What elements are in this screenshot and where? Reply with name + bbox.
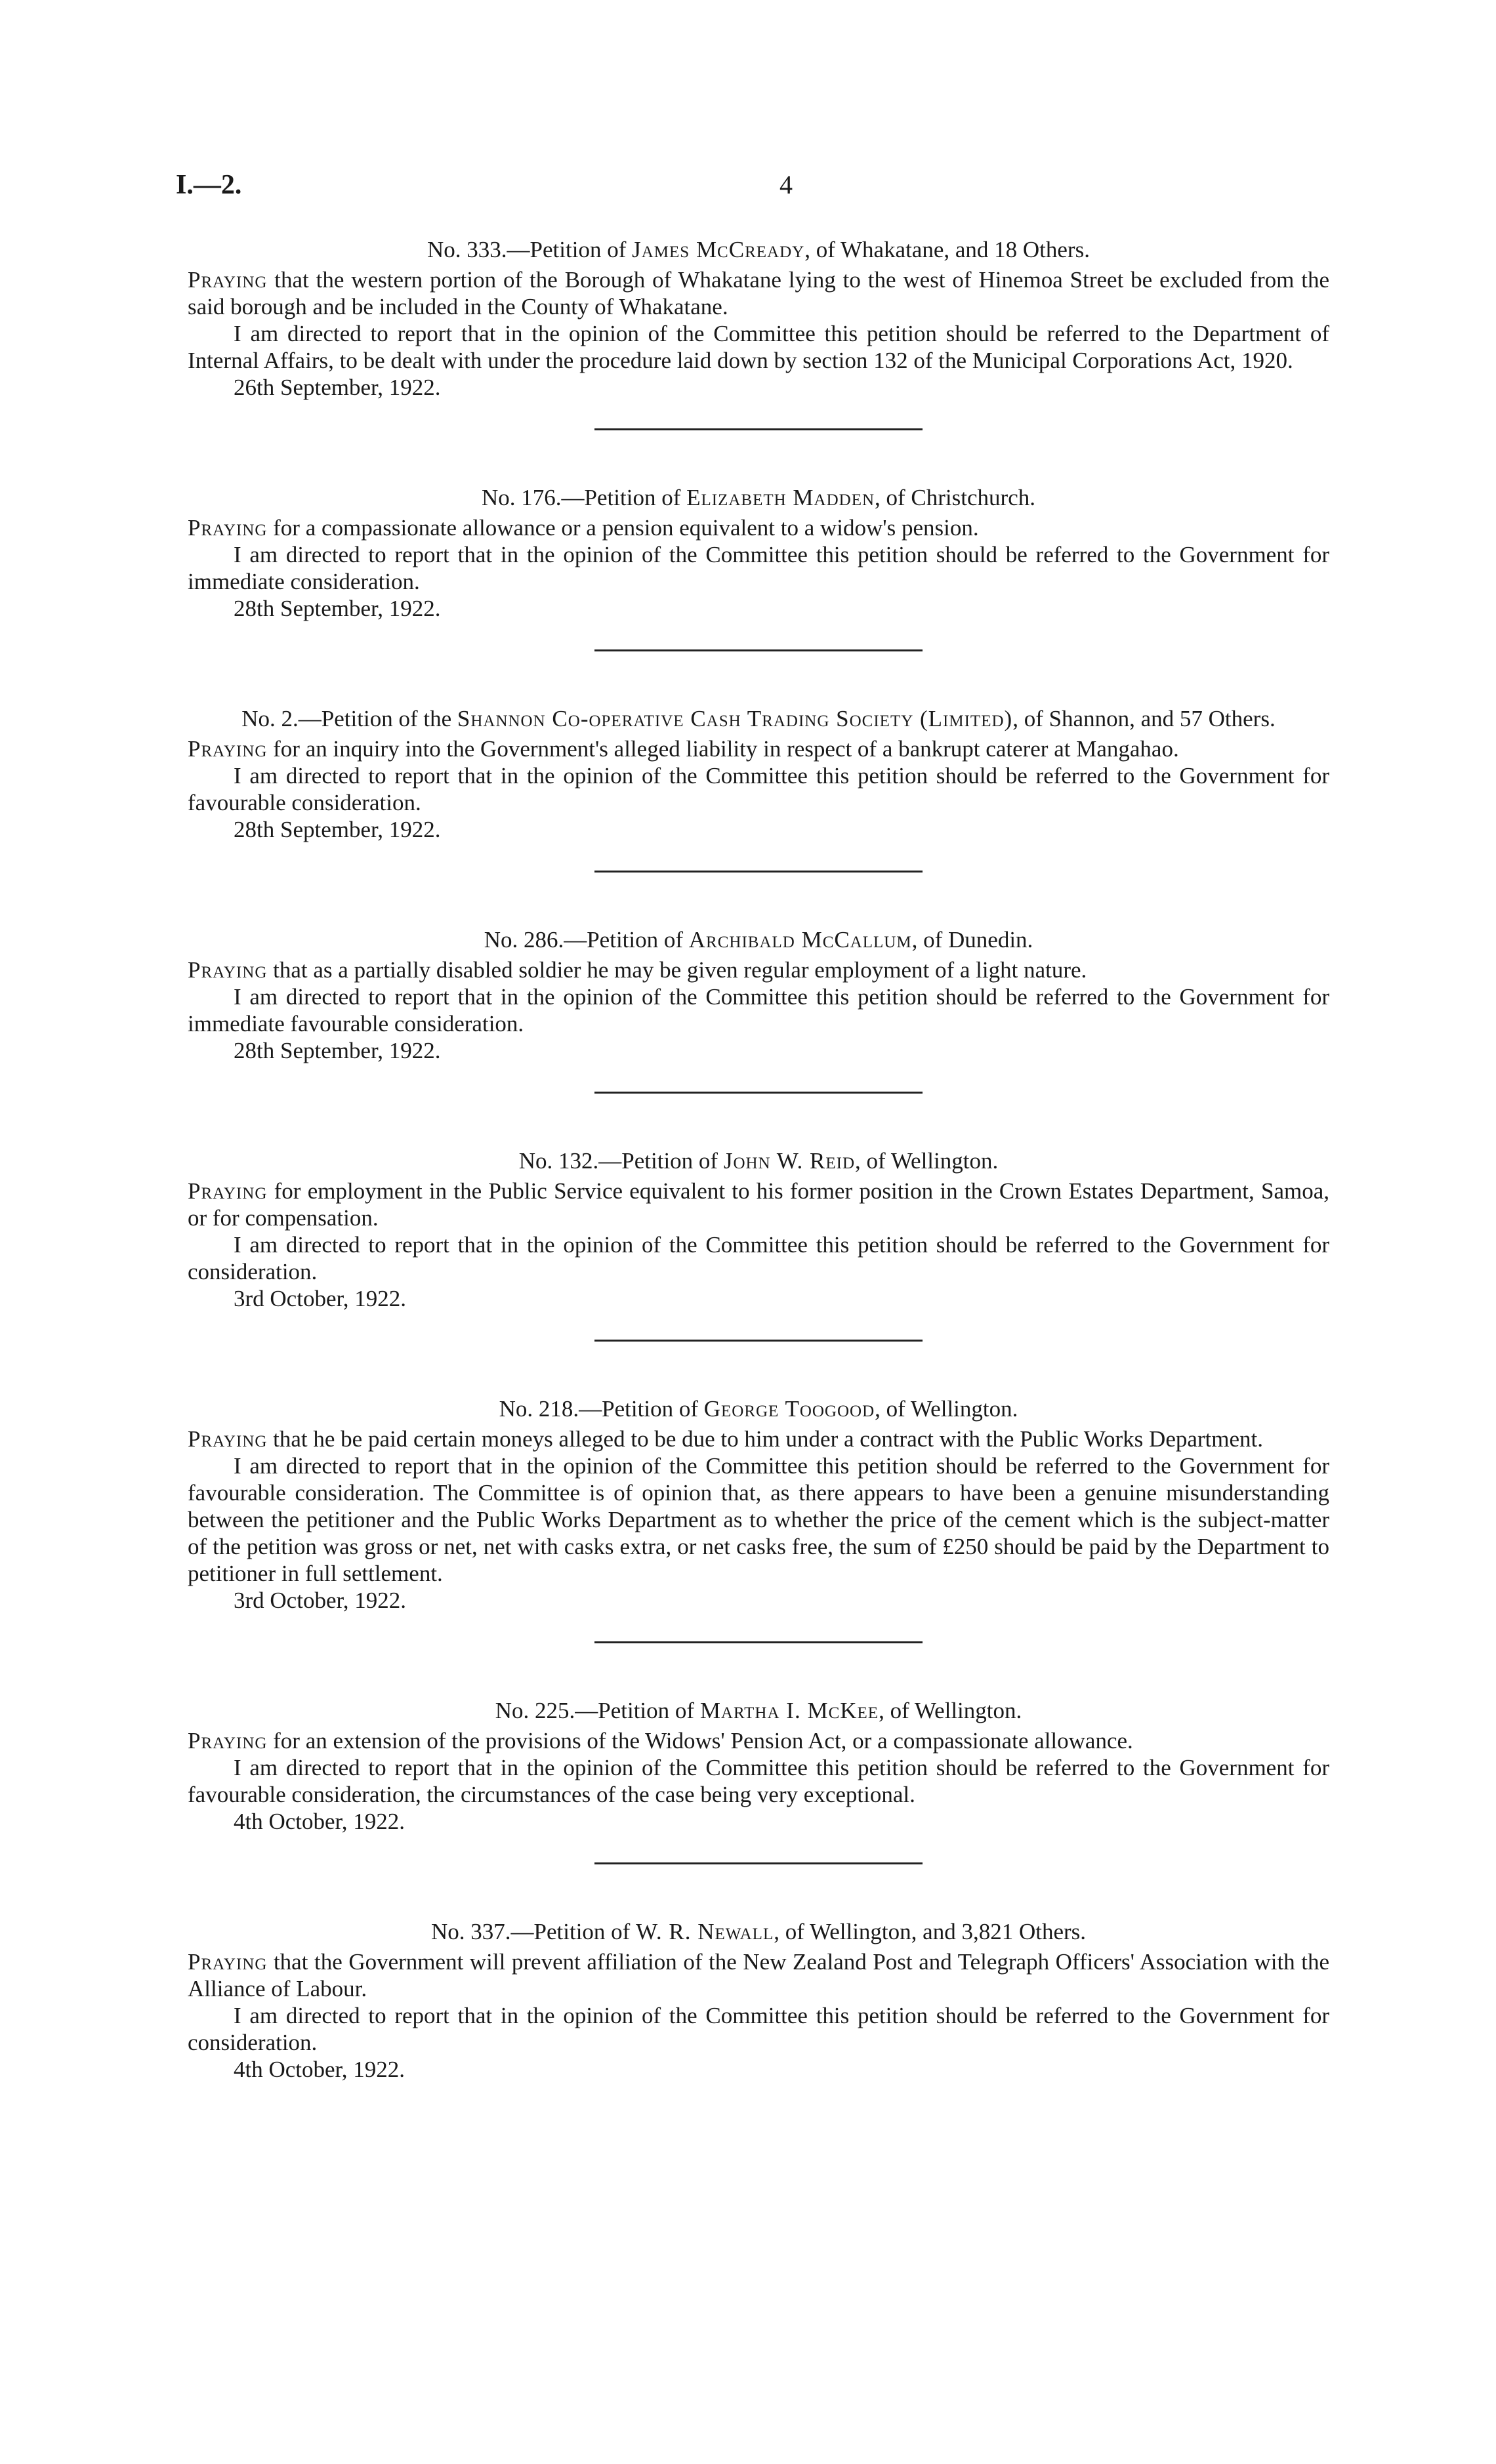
praying-keyword: Praying (188, 1426, 268, 1452)
page-number: 4 (779, 170, 793, 199)
report-paragraph: I am directed to report that in the opinion of the Committee this petition should be referred to the Department of Internal Affairs, to be dealt with under the procedure laid down by section 132 of the Municipal Corporations Act, 1920. (188, 321, 1329, 373)
report-date: 28th September, 1922. (234, 1038, 441, 1063)
petition-entry (188, 236, 1329, 430)
praying-keyword: Praying (188, 267, 268, 293)
petition-body (188, 1727, 1329, 1835)
report-date: 28th September, 1922. (234, 817, 441, 842)
petition-entry (188, 1918, 1329, 2083)
report-date: 4th October, 1922. (234, 2057, 405, 2082)
petitioner-name: James McCready (632, 237, 805, 262)
petition-body (188, 514, 1329, 622)
praying-keyword: Praying (188, 515, 268, 541)
section-divider (594, 1092, 923, 1094)
petition-title: No. 286.—Petition of Archibald McCallum, of Dunedin. (484, 927, 1033, 953)
petitioner-name: Archibald McCallum (688, 927, 912, 953)
petition-body (188, 1948, 1329, 2083)
praying-paragraph: Praying for employment in the Public Service equivalent to his former position in the Crown Estates Department, Samoa, or for compensation. (188, 1178, 1329, 1231)
praying-keyword: Praying (188, 1949, 268, 1975)
report-date: 26th September, 1922. (234, 375, 441, 400)
petition-entry (188, 926, 1329, 1094)
petition-entry (188, 484, 1329, 651)
petition-entry (188, 1395, 1329, 1643)
section-divider (594, 871, 923, 873)
paper-reference: I.—2. (176, 170, 242, 200)
praying-paragraph: Praying for an inquiry into the Government's alleged liability in respect of a bankrupt caterer at Mangahao. (188, 736, 1179, 762)
report-paragraph: I am directed to report that in the opinion of the Committee this petition should be referred to the Government for immediate favourable consideration. (188, 984, 1329, 1037)
praying-paragraph: Praying for a compassionate allowance or a pension equivalent to a widow's pension. (188, 515, 979, 541)
report-paragraph: I am directed to report that in the opinion of the Committee this petition should be referred to the Government for favourable consideration, the circumstances of the case being very exceptional. (188, 1755, 1329, 1807)
praying-keyword: Praying (188, 957, 268, 983)
petition-title: No. 225.—Petition of Martha I. McKee, of Wellington. (495, 1698, 1022, 1723)
praying-paragraph: Praying for an extension of the provisions of the Widows' Pension Act, or a compassionate allowance. (188, 1728, 1133, 1754)
petition-title: No. 333.—Petition of James McCready, of Whakatane, and 18 Others. (427, 237, 1090, 262)
section-divider (594, 1340, 923, 1342)
praying-keyword: Praying (188, 1178, 268, 1204)
praying-paragraph: Praying that he be paid certain moneys alleged to be due to him under a contract with the Public Works Department. (188, 1426, 1264, 1452)
praying-keyword: Praying (188, 736, 268, 762)
petition-title: No. 176.—Petition of Elizabeth Madden, of Christchurch. (482, 485, 1035, 510)
petition-entry (188, 1697, 1329, 1864)
section-divider (594, 1641, 923, 1643)
section-divider (594, 649, 923, 651)
report-paragraph: I am directed to report that in the opinion of the Committee this petition should be referred to the Government for consideration. (188, 1232, 1329, 1284)
praying-paragraph: Praying that the Government will prevent affiliation of the New Zealand Post and Telegraph Officers' Association with the Alliance of Labour. (188, 1949, 1329, 2002)
report-date: 28th September, 1922. (234, 596, 441, 621)
report-paragraph: I am directed to report that in the opinion of the Committee this petition should be referred to the Government for favourable consideration. The Committee is of opinion that, as there appears to have been a genuine misunderstanding between the petitioner and the Public Works Department as to whether the price of the cement which is the subject-matter of the petition was gross or net, net with casks extra, or net casks free, the sum of £250 should be paid by the Department to petitioner in full settlement. (188, 1453, 1329, 1586)
report-date: 3rd October, 1922. (234, 1588, 406, 1613)
report-paragraph: I am directed to report that in the opinion of the Committee this petition should be referred to the Government for consideration. (188, 2003, 1329, 2055)
petition-body (188, 956, 1329, 1064)
petition-list (188, 236, 1329, 2137)
praying-paragraph: Praying that the western portion of the Borough of Whakatane lying to the west of Hinemoa Street be excluded from the said borough and be included in the County of Whakatane. (188, 267, 1329, 319)
petition-title: No. 218.—Petition of George Toogood, of Wellington. (499, 1396, 1018, 1422)
report-paragraph: I am directed to report that in the opinion of the Committee this petition should be referred to the Government for immediate consideration. (188, 542, 1329, 594)
report-paragraph: I am directed to report that in the opinion of the Committee this petition should be referred to the Government for favourable consideration. (188, 763, 1329, 815)
section-divider (594, 1862, 923, 1864)
petition-body (188, 735, 1329, 843)
praying-paragraph: Praying that as a partially disabled soldier he may be given regular employment of a light nature. (188, 957, 1087, 983)
praying-keyword: Praying (188, 1728, 268, 1754)
petitioner-name: Shannon Co-operative Cash Trading Society (Limited) (457, 706, 1013, 731)
petition-body (188, 1178, 1329, 1312)
petition-title: No. 2.—Petition of the Shannon Co-operative Cash Trading Society (Limited), of Shannon, and 57 Others. (241, 706, 1276, 731)
running-head (176, 169, 1331, 209)
petition-title: No. 132.—Petition of John W. Reid, of Wellington. (518, 1148, 999, 1174)
petitioner-name: John W. Reid (723, 1148, 856, 1174)
petition-entry (188, 705, 1329, 873)
petition-body (188, 1426, 1329, 1614)
petition-body (188, 266, 1329, 401)
petitioner-name: George Toogood (703, 1396, 875, 1422)
petitioner-name: Elizabeth Madden (686, 485, 875, 510)
petition-entry (188, 1147, 1329, 1342)
petition-title: No. 337.—Petition of W. R. Newall, of Wellington, and 3,821 Others. (431, 1919, 1086, 1944)
report-date: 4th October, 1922. (234, 1809, 405, 1834)
petitioner-name: W. R. Newall (636, 1919, 774, 1944)
section-divider (594, 428, 923, 430)
report-date: 3rd October, 1922. (234, 1286, 406, 1311)
petitioner-name: Martha I. McKee (699, 1698, 879, 1723)
